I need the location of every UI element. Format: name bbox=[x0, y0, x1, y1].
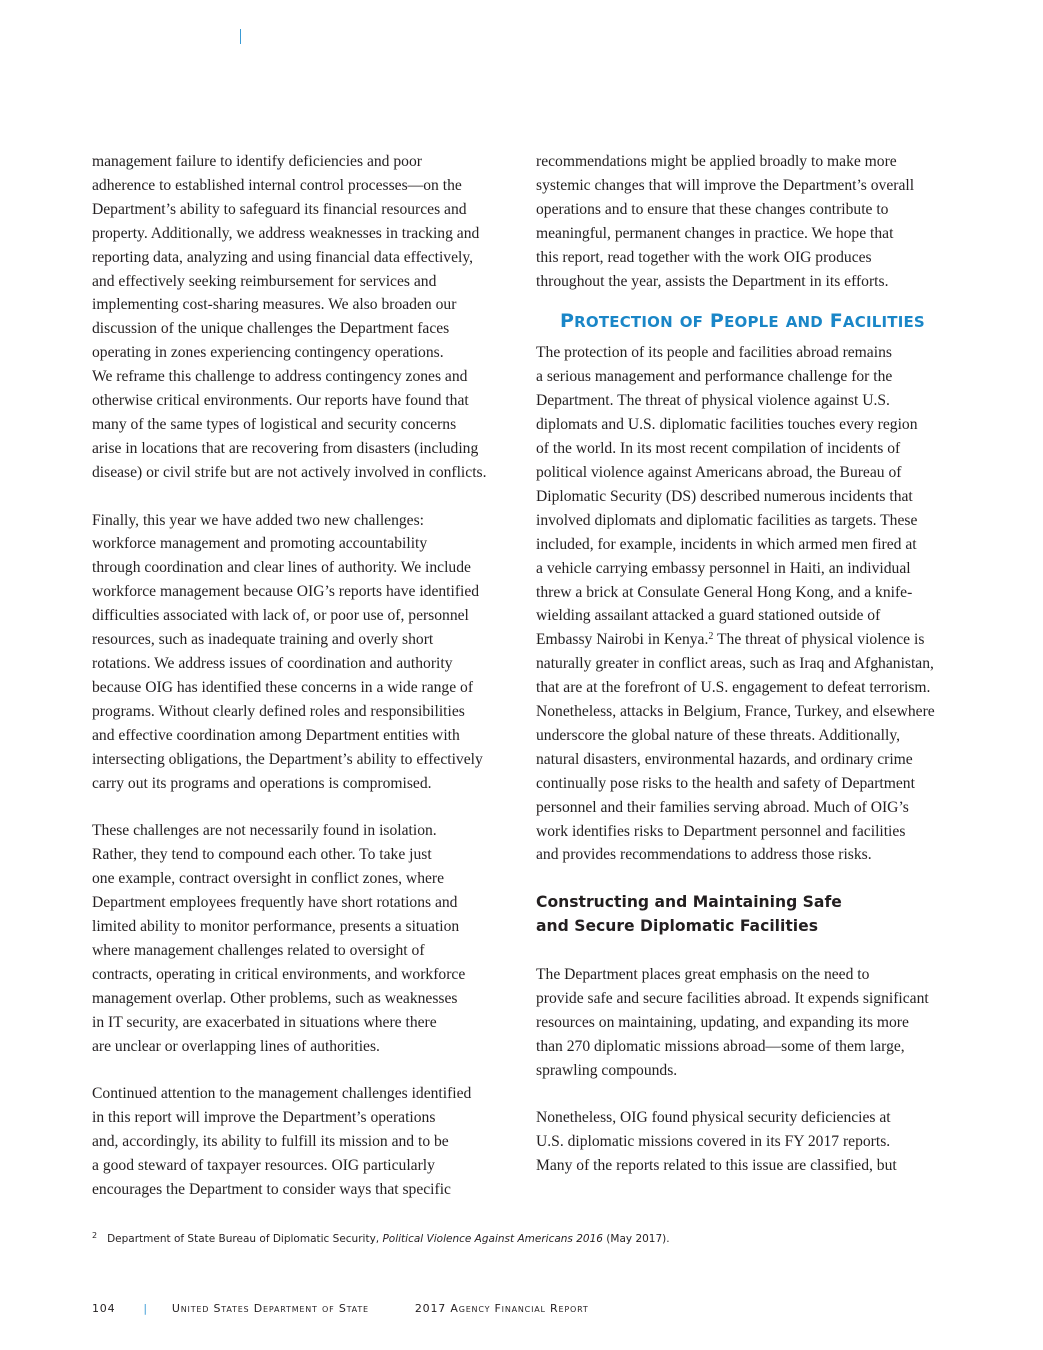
footnote-text: Department of State Bureau of Diplomatic Security, bbox=[107, 1233, 383, 1245]
section-title bbox=[536, 293, 960, 341]
text-line: Finally, this year we have added two new challenges: bbox=[92, 511, 424, 529]
text-line: disease) or civil strife but are not actively involved in conflicts. bbox=[92, 463, 487, 481]
text-line: reporting data, analyzing and using financial data effectively, bbox=[92, 248, 474, 266]
title-cap: P bbox=[560, 310, 575, 333]
text-line: resources, such as inadequate training and overly short bbox=[92, 631, 434, 649]
left-column bbox=[92, 150, 518, 1202]
text-line: Many of the reports related to this issue are classified, but bbox=[536, 1157, 897, 1175]
text-line: and, accordingly, its ability to fulfill its mission and to be bbox=[92, 1133, 449, 1151]
text-line: intersecting obligations, the Department’s ability to effectively bbox=[92, 750, 483, 768]
text-line: meaningful, permanent changes in practice. We hope that bbox=[536, 224, 894, 242]
text-line: programs. Without clearly defined roles and responsibilities bbox=[92, 702, 465, 720]
text-line: workforce management because OIG’s reports have identified bbox=[92, 583, 480, 601]
text-line: this report, read together with the work OIG produces bbox=[536, 248, 872, 266]
footer-separator: | bbox=[143, 1302, 148, 1315]
page-number: 104 bbox=[92, 1302, 116, 1315]
text-line: provide safe and secure facilities abroad. It expends significant bbox=[536, 989, 929, 1007]
text-line: and effectively seeking reimbursement for services and bbox=[92, 272, 437, 290]
footer-report-title: 2017 Agency Financial Report bbox=[414, 1302, 589, 1315]
text-line: We reframe this challenge to address contingency zones and bbox=[92, 368, 468, 386]
text-line: These challenges are not necessarily found in isolation. bbox=[92, 822, 437, 840]
text-line: through coordination and clear lines of authority. We include bbox=[92, 559, 471, 577]
text-line: a good steward of taxpayer resources. OIG particularly bbox=[92, 1157, 435, 1175]
text-line: Nonetheless, attacks in Belgium, France, Turkey, and elsewhere bbox=[536, 703, 935, 721]
text-line: personnel and their families serving abroad. Much of OIG’s bbox=[536, 798, 909, 816]
text-line: and provides recommendations to address those risks. bbox=[536, 846, 872, 864]
text-line: systemic changes that will improve the Department’s overall bbox=[536, 176, 915, 194]
text-line: discussion of the unique challenges the Department faces bbox=[92, 320, 450, 338]
footnote-reference[interactable]: 2 bbox=[708, 631, 714, 643]
text-line: workforce management and promoting accountability bbox=[92, 535, 428, 553]
text-line: threw a brick at Consulate General Hong Kong, and a knife- bbox=[536, 583, 913, 601]
text-line: a serious management and performance challenge for the bbox=[536, 368, 893, 386]
header-rule-mark bbox=[240, 29, 241, 44]
text-line: sprawling compounds. bbox=[536, 1061, 678, 1079]
text-line: operations and to ensure that these changes contribute to bbox=[536, 200, 889, 218]
title-word bbox=[830, 310, 925, 332]
text-line: The protection of its people and facilities abroad remains bbox=[536, 344, 892, 362]
text-line: Department employees frequently have short rotations and bbox=[92, 894, 458, 912]
title-small-caps: AND bbox=[785, 313, 823, 332]
title-word bbox=[710, 310, 779, 332]
text-line: in IT security, are exacerbated in situations where there bbox=[92, 1013, 437, 1031]
text-line: carry out its programs and operations is compromised. bbox=[92, 774, 432, 792]
text-line: natural disasters, environmental hazards, and ordinary crime bbox=[536, 750, 913, 768]
text-line: resources on maintaining, updating, and expanding its more bbox=[536, 1013, 909, 1031]
right-paragraph-1 bbox=[536, 150, 960, 293]
paragraph-gap bbox=[536, 867, 960, 891]
text-line: of the world. In its most recent compilation of incidents of bbox=[536, 440, 901, 458]
title-small-caps: ACILITIES bbox=[842, 313, 925, 332]
text-line: continually pose risks to the health and safety of Department bbox=[536, 774, 915, 792]
left-paragraph-2 bbox=[92, 509, 518, 796]
heading-line: Constructing and Maintaining Safe bbox=[536, 893, 842, 912]
text-line: operating in zones experiencing contingency operations. bbox=[92, 344, 444, 362]
text-line: arise in locations that are recovering from disasters (including bbox=[92, 439, 479, 457]
text-line: adherence to established internal control processes—on the bbox=[92, 176, 462, 194]
text-line: Nonetheless, OIG found physical security deficiencies at bbox=[536, 1109, 891, 1127]
left-paragraph-1 bbox=[92, 150, 518, 485]
paragraph-gap bbox=[536, 939, 960, 963]
text-fragment: The threat of physical violence is bbox=[713, 631, 925, 649]
text-line: recommendations might be applied broadly to make more bbox=[536, 153, 897, 170]
text-line: Department. The threat of physical violence against U.S. bbox=[536, 392, 890, 410]
text-line: because OIG has identified these concerns in a wide range of bbox=[92, 678, 474, 696]
text-line: a vehicle carrying embassy personnel in Haiti, an individual bbox=[536, 559, 911, 577]
text-line: and effective coordination among Department entities with bbox=[92, 726, 460, 744]
title-small-caps: OF bbox=[679, 313, 704, 332]
text-line: Diplomatic Security (DS) described numerous incidents that bbox=[536, 487, 913, 505]
text-line: difficulties associated with lack of, or poor use of, personnel bbox=[92, 607, 469, 625]
text-line: Rather, they tend to compound each other. To take just bbox=[92, 846, 432, 864]
right-paragraph-4 bbox=[536, 1106, 960, 1178]
footer-org: United States Department of State bbox=[171, 1302, 369, 1315]
title-cap: F bbox=[829, 310, 843, 333]
text-line: involved diplomats and diplomatic facilities as targets. These bbox=[536, 511, 918, 529]
title-word bbox=[560, 310, 673, 332]
text-line: limited ability to monitor performance, presents a situation bbox=[92, 917, 460, 935]
footnote-number: 2 bbox=[92, 1231, 98, 1240]
text-line: included, for example, incidents in which armed men fired at bbox=[536, 535, 917, 553]
paragraph-gap bbox=[92, 795, 518, 819]
text-line: otherwise critical environments. Our reports have found that bbox=[92, 392, 469, 410]
text-line: rotations. We address issues of coordination and authority bbox=[92, 655, 453, 673]
text-fragment: Embassy Nairobi in Kenya. bbox=[536, 631, 709, 649]
text-line: implementing cost-sharing measures. We also broaden our bbox=[92, 296, 457, 314]
title-small-caps: ROTECTION bbox=[574, 313, 673, 332]
text-line: in this report will improve the Department’s operations bbox=[92, 1109, 436, 1127]
text-line: throughout the year, assists the Department in its efforts. bbox=[536, 272, 889, 290]
right-paragraph-2 bbox=[536, 341, 960, 867]
footnote-date: (May 2017). bbox=[602, 1233, 670, 1245]
text-line: Department’s ability to safeguard its financial resources and bbox=[92, 200, 467, 218]
page-footer bbox=[92, 1302, 589, 1315]
paragraph-gap bbox=[92, 1058, 518, 1082]
subsection-heading bbox=[536, 891, 960, 939]
text-line: encourages the Department to consider ways that specific bbox=[92, 1180, 451, 1198]
left-paragraph-3 bbox=[92, 819, 518, 1058]
right-column bbox=[536, 150, 960, 1178]
text-line: wielding assailant attacked a guard stationed outside of bbox=[536, 607, 881, 625]
footnote-title: Political Violence Against Americans 2016 bbox=[382, 1233, 603, 1245]
text-line: are unclear or overlapping lines of authorities. bbox=[92, 1037, 380, 1055]
text-line: underscore the global nature of these threats. Additionally, bbox=[536, 726, 901, 744]
right-paragraph-3 bbox=[536, 963, 960, 1083]
paragraph-gap bbox=[92, 485, 518, 509]
text-line: naturally greater in conflict areas, such as Iraq and Afghanistan, bbox=[536, 655, 934, 673]
text-line: The Department places great emphasis on the need to bbox=[536, 965, 870, 983]
footnote-ref-line bbox=[536, 628, 960, 652]
text-line: that are at the forefront of U.S. engagement to defeat terrorism. bbox=[536, 679, 931, 697]
footnote bbox=[92, 1231, 670, 1245]
text-line: where management challenges related to oversight of bbox=[92, 941, 425, 959]
heading-line: and Secure Diplomatic Facilities bbox=[536, 917, 819, 936]
title-small-caps: EOPLE bbox=[724, 313, 779, 332]
text-line: one example, contract oversight in conflict zones, where bbox=[92, 870, 445, 888]
text-line: many of the same types of logistical and security concerns bbox=[92, 415, 457, 433]
text-line: work identifies risks to Department personnel and facilities bbox=[536, 822, 906, 840]
text-line: Continued attention to the management challenges identified bbox=[92, 1085, 472, 1103]
paragraph-gap bbox=[536, 1083, 960, 1107]
title-cap: P bbox=[709, 310, 725, 333]
text-line: U.S. diplomatic missions covered in its FY 2017 reports. bbox=[536, 1133, 891, 1151]
text-line: property. Additionally, we address weaknesses in tracking and bbox=[92, 224, 480, 242]
text-line: contracts, operating in critical environments, and workforce bbox=[92, 965, 466, 983]
text-line: management failure to identify deficiencies and poor bbox=[92, 153, 422, 170]
text-line: diplomats and U.S. diplomatic facilities touches every region bbox=[536, 416, 918, 434]
left-paragraph-4 bbox=[92, 1082, 518, 1202]
text-line: than 270 diplomatic missions abroad—some of them large, bbox=[536, 1037, 905, 1055]
text-line: management overlap. Other problems, such as weaknesses bbox=[92, 989, 458, 1007]
text-line: political violence against Americans abroad, the Bureau of bbox=[536, 463, 902, 481]
